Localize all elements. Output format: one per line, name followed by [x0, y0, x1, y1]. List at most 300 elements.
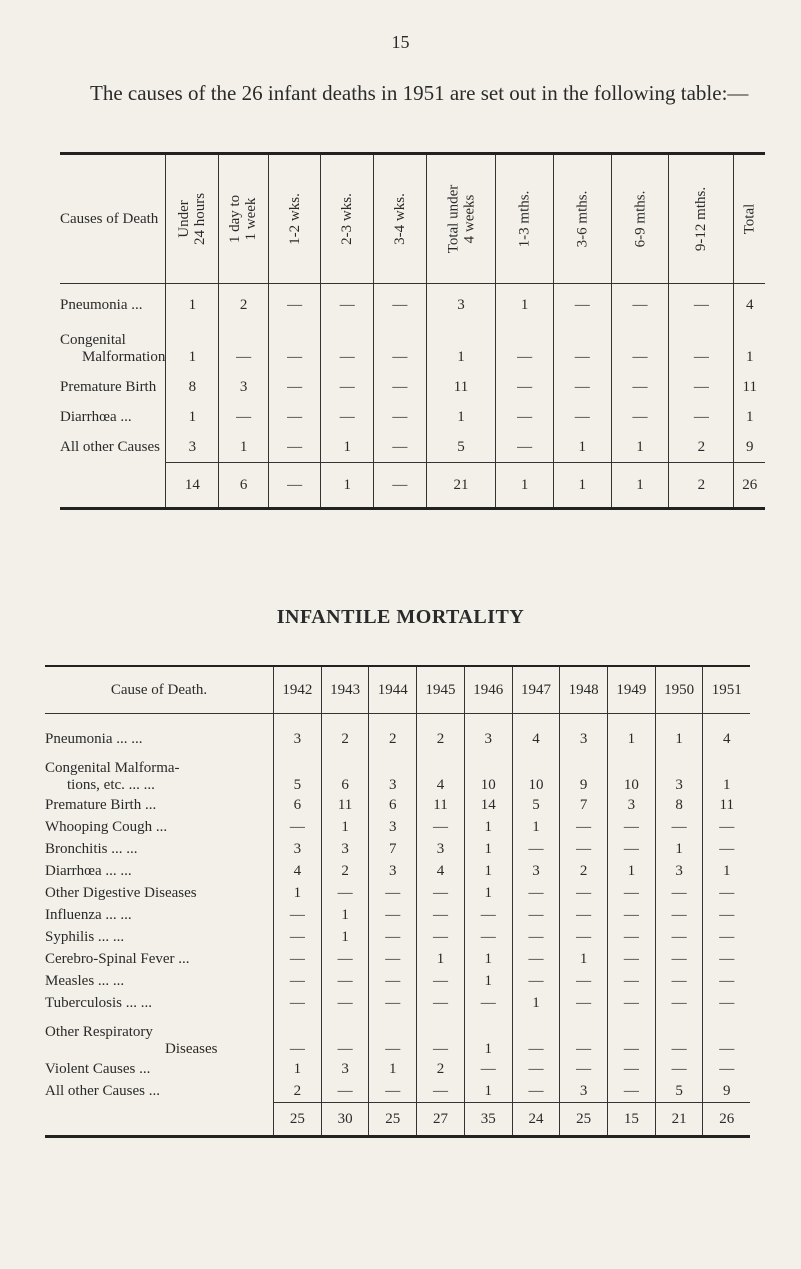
- spacer-cell: [417, 714, 465, 729]
- value-cell: —: [560, 816, 608, 838]
- value-cell: —: [608, 816, 656, 838]
- table-row: [60, 320, 765, 372]
- value-cell: —: [268, 372, 321, 402]
- value-cell: —: [703, 948, 750, 970]
- value-cell: 8: [166, 372, 219, 402]
- value-cell: 1: [464, 838, 512, 860]
- value-cell: —: [496, 402, 554, 432]
- value-cell: 3: [274, 838, 322, 860]
- value-cell: —: [369, 992, 417, 1014]
- totals-row: [45, 1103, 750, 1137]
- value-cell: —: [268, 320, 321, 372]
- value-cell: —: [560, 926, 608, 948]
- value-cell: —: [219, 402, 268, 432]
- column-header-label: Total under 4 weeks: [445, 184, 478, 253]
- column-header: [268, 154, 321, 284]
- column-header-year: 1946: [464, 666, 512, 714]
- cause-cell: Whooping Cough ...: [45, 818, 168, 835]
- cause-cell: Premature Birth ...: [45, 796, 157, 813]
- cause-cell: Syphilis ... ...: [45, 928, 125, 945]
- value-cell: —: [369, 970, 417, 992]
- value-cell: —: [512, 926, 560, 948]
- value-cell: —: [417, 970, 465, 992]
- table-row: [60, 402, 765, 432]
- column-header-label: 2-3 wks.: [339, 192, 356, 245]
- value-cell: —: [274, 948, 322, 970]
- cause-cell: Influenza ... ...: [45, 906, 132, 923]
- value-cell: —: [417, 1080, 465, 1103]
- value-cell: —: [274, 904, 322, 926]
- value-cell: 3: [512, 860, 560, 882]
- column-header-cause: Cause of Death.: [45, 666, 274, 714]
- value-cell: 11: [703, 794, 750, 816]
- table-row: [45, 860, 750, 882]
- value-cell: —: [655, 970, 703, 992]
- value-cell: 6: [369, 794, 417, 816]
- value-cell: —: [321, 948, 369, 970]
- value-cell: —: [512, 948, 560, 970]
- column-header-label: 6-9 mths.: [631, 190, 648, 247]
- spacer-row: [45, 714, 750, 729]
- value-cell: —: [274, 926, 322, 948]
- value-cell: 1: [219, 432, 268, 463]
- table-row: [45, 926, 750, 948]
- spacer-cell: [321, 714, 369, 729]
- cause-cell: [45, 750, 274, 794]
- value-cell: —: [219, 320, 268, 372]
- value-cell: —: [321, 970, 369, 992]
- column-header: [374, 154, 427, 284]
- column-header-year: 1945: [417, 666, 465, 714]
- value-cell: —: [369, 882, 417, 904]
- value-cell: 3: [560, 728, 608, 750]
- value-cell: —: [417, 926, 465, 948]
- value-cell: 1: [464, 1080, 512, 1103]
- value-cell: —: [464, 1058, 512, 1080]
- value-cell: —: [608, 948, 656, 970]
- value-cell: —: [655, 1014, 703, 1058]
- value-cell: 3: [464, 728, 512, 750]
- total-cell: 1: [321, 463, 374, 509]
- table-row: [45, 1080, 750, 1103]
- value-cell: —: [417, 882, 465, 904]
- value-cell: 1: [369, 1058, 417, 1080]
- totals-label-cell: [45, 1103, 274, 1137]
- value-cell: 8: [655, 794, 703, 816]
- value-cell: —: [464, 992, 512, 1014]
- value-cell: 3: [369, 816, 417, 838]
- value-cell: 1: [464, 816, 512, 838]
- column-header: [669, 154, 734, 284]
- table-row: [45, 794, 750, 816]
- column-header-label: 1 day to 1 week: [227, 194, 260, 243]
- cause-cell: Measles ... ...: [45, 972, 125, 989]
- value-cell: 10: [464, 750, 512, 794]
- value-cell: —: [417, 1014, 465, 1058]
- value-cell: 1: [464, 882, 512, 904]
- value-cell: 3: [655, 860, 703, 882]
- total-cell: 25: [274, 1103, 322, 1137]
- total-cell: 26: [734, 463, 765, 509]
- value-cell: —: [703, 970, 750, 992]
- value-cell: 10: [608, 750, 656, 794]
- value-cell: 1: [608, 860, 656, 882]
- table-row: [60, 372, 765, 402]
- table-row: [45, 904, 750, 926]
- value-cell: 2: [219, 284, 268, 321]
- cause-cell: Pneumonia ...: [60, 296, 143, 313]
- value-cell: 1: [560, 948, 608, 970]
- cause-cell: Diarrhœa ...: [60, 408, 132, 425]
- value-cell: —: [703, 1014, 750, 1058]
- column-header: [611, 154, 669, 284]
- total-cell: 35: [464, 1103, 512, 1137]
- cause-line: Other Respiratory: [45, 1024, 153, 1040]
- value-cell: —: [417, 904, 465, 926]
- total-cell: 2: [669, 463, 734, 509]
- column-header: [321, 154, 374, 284]
- total-cell: 15: [608, 1103, 656, 1137]
- spacer-cell: [703, 714, 750, 729]
- value-cell: 3: [426, 284, 496, 321]
- value-cell: 4: [417, 750, 465, 794]
- value-cell: —: [417, 992, 465, 1014]
- column-header: [553, 154, 611, 284]
- value-cell: —: [417, 816, 465, 838]
- total-cell: 1: [553, 463, 611, 509]
- cause-line: Malformation: [82, 349, 166, 365]
- value-cell: —: [655, 882, 703, 904]
- value-cell: —: [560, 1014, 608, 1058]
- value-cell: 6: [321, 750, 369, 794]
- value-cell: 1: [734, 402, 765, 432]
- value-cell: —: [321, 402, 374, 432]
- value-cell: —: [374, 320, 427, 372]
- column-header-year: 1944: [369, 666, 417, 714]
- column-header-year: 1942: [274, 666, 322, 714]
- value-cell: —: [611, 284, 669, 321]
- value-cell: —: [268, 284, 321, 321]
- value-cell: —: [655, 904, 703, 926]
- column-header-year: 1949: [608, 666, 656, 714]
- value-cell: —: [374, 402, 427, 432]
- cause-cell: Premature Birth: [60, 378, 157, 395]
- value-cell: —: [512, 1058, 560, 1080]
- value-cell: —: [369, 904, 417, 926]
- value-cell: —: [321, 372, 374, 402]
- value-cell: —: [608, 1014, 656, 1058]
- value-cell: 1: [166, 320, 219, 372]
- value-cell: —: [560, 904, 608, 926]
- value-cell: —: [374, 372, 427, 402]
- value-cell: 2: [560, 860, 608, 882]
- value-cell: —: [608, 838, 656, 860]
- value-cell: —: [560, 838, 608, 860]
- column-header: [734, 154, 765, 284]
- table-row: [45, 882, 750, 904]
- total-cell: —: [268, 463, 321, 509]
- value-cell: 9: [703, 1080, 750, 1103]
- value-cell: 4: [274, 860, 322, 882]
- value-cell: 2: [669, 432, 734, 463]
- infantile-mortality-title: INFANTILE MORTALITY: [276, 606, 525, 628]
- value-cell: —: [321, 284, 374, 321]
- value-cell: —: [512, 904, 560, 926]
- value-cell: —: [703, 904, 750, 926]
- value-cell: —: [553, 402, 611, 432]
- value-cell: 1: [553, 432, 611, 463]
- infant-deaths-by-age-table: [60, 152, 765, 510]
- table-row: [60, 432, 765, 463]
- value-cell: 11: [417, 794, 465, 816]
- value-cell: —: [321, 1080, 369, 1103]
- intro-paragraph: The causes of the 26 infant deaths in 1951 are set out in the following table:—: [90, 81, 749, 105]
- totals-row: [60, 463, 765, 509]
- cause-cell: [45, 1014, 274, 1058]
- spacer-cell: [608, 714, 656, 729]
- value-cell: —: [464, 926, 512, 948]
- value-cell: 1: [512, 816, 560, 838]
- column-header-causes: Causes of Death: [60, 154, 166, 284]
- value-cell: 1: [608, 728, 656, 750]
- value-cell: —: [703, 992, 750, 1014]
- total-cell: 1: [611, 463, 669, 509]
- column-header: [426, 154, 496, 284]
- total-cell: —: [374, 463, 427, 509]
- value-cell: —: [268, 402, 321, 432]
- value-cell: 1: [321, 432, 374, 463]
- spacer-cell: [45, 714, 274, 729]
- value-cell: —: [560, 992, 608, 1014]
- column-header: [219, 154, 268, 284]
- cause-cell: Diarrhœa ... ...: [45, 862, 132, 879]
- cause-cell: Cerebro-Spinal Fever ...: [45, 950, 190, 967]
- value-cell: —: [274, 1014, 322, 1058]
- value-cell: —: [608, 992, 656, 1014]
- value-cell: 2: [321, 860, 369, 882]
- value-cell: —: [669, 320, 734, 372]
- column-header: [496, 154, 554, 284]
- value-cell: 5: [426, 432, 496, 463]
- column-header-label: Under 24 hours: [176, 192, 209, 245]
- value-cell: 2: [274, 1080, 322, 1103]
- value-cell: —: [512, 1080, 560, 1103]
- value-cell: 4: [734, 284, 765, 321]
- column-header-label: 3-4 wks.: [391, 192, 408, 245]
- value-cell: —: [274, 992, 322, 1014]
- value-cell: 2: [369, 728, 417, 750]
- value-cell: 4: [512, 728, 560, 750]
- value-cell: —: [703, 1058, 750, 1080]
- table-row: [45, 992, 750, 1014]
- column-header-year: 1948: [560, 666, 608, 714]
- value-cell: —: [369, 1080, 417, 1103]
- value-cell: 11: [734, 372, 765, 402]
- cause-line: Congenital: [60, 332, 126, 348]
- value-cell: 1: [274, 1058, 322, 1080]
- value-cell: —: [703, 816, 750, 838]
- value-cell: —: [611, 320, 669, 372]
- total-cell: 25: [560, 1103, 608, 1137]
- value-cell: —: [669, 372, 734, 402]
- spacer-cell: [464, 714, 512, 729]
- value-cell: 3: [369, 750, 417, 794]
- value-cell: —: [560, 970, 608, 992]
- value-cell: —: [496, 372, 554, 402]
- value-cell: —: [369, 926, 417, 948]
- value-cell: 11: [426, 372, 496, 402]
- value-cell: 2: [417, 1058, 465, 1080]
- value-cell: 14: [464, 794, 512, 816]
- table-row: [60, 284, 765, 321]
- total-cell: 6: [219, 463, 268, 509]
- value-cell: —: [512, 1014, 560, 1058]
- value-cell: —: [608, 1080, 656, 1103]
- value-cell: —: [374, 284, 427, 321]
- value-cell: 1: [655, 728, 703, 750]
- table-row: [45, 750, 750, 794]
- cause-cell: All other Causes ...: [45, 1082, 160, 1099]
- total-cell: 25: [369, 1103, 417, 1137]
- column-header-label: 1-2 wks.: [286, 192, 303, 245]
- column-header-year: 1951: [703, 666, 750, 714]
- value-cell: 1: [734, 320, 765, 372]
- value-cell: —: [560, 882, 608, 904]
- value-cell: —: [703, 882, 750, 904]
- value-cell: 1: [417, 948, 465, 970]
- value-cell: 1: [611, 432, 669, 463]
- value-cell: —: [512, 882, 560, 904]
- value-cell: 11: [321, 794, 369, 816]
- value-cell: —: [553, 320, 611, 372]
- value-cell: 4: [417, 860, 465, 882]
- value-cell: —: [374, 432, 427, 463]
- value-cell: —: [321, 882, 369, 904]
- spacer-cell: [274, 714, 322, 729]
- total-cell: 14: [166, 463, 219, 509]
- value-cell: —: [669, 284, 734, 321]
- value-cell: 5: [512, 794, 560, 816]
- value-cell: 1: [166, 284, 219, 321]
- value-cell: —: [608, 882, 656, 904]
- value-cell: —: [655, 948, 703, 970]
- value-cell: 7: [560, 794, 608, 816]
- total-cell: 1: [496, 463, 554, 509]
- value-cell: —: [611, 372, 669, 402]
- value-cell: —: [369, 1014, 417, 1058]
- value-cell: —: [268, 432, 321, 463]
- value-cell: 1: [274, 882, 322, 904]
- column-header-year: 1943: [321, 666, 369, 714]
- totals-label-cell: [60, 463, 166, 509]
- total-cell: 30: [321, 1103, 369, 1137]
- value-cell: —: [608, 904, 656, 926]
- value-cell: —: [512, 838, 560, 860]
- spacer-cell: [655, 714, 703, 729]
- value-cell: —: [369, 948, 417, 970]
- value-cell: 5: [655, 1080, 703, 1103]
- value-cell: 3: [219, 372, 268, 402]
- cause-line: Congenital Malforma-: [45, 760, 180, 776]
- total-cell: 21: [655, 1103, 703, 1137]
- value-cell: —: [321, 1014, 369, 1058]
- value-cell: —: [669, 402, 734, 432]
- value-cell: —: [496, 432, 554, 463]
- total-cell: 27: [417, 1103, 465, 1137]
- total-cell: 24: [512, 1103, 560, 1137]
- column-header-year: 1947: [512, 666, 560, 714]
- cause-cell: [60, 320, 166, 372]
- table-row: [45, 970, 750, 992]
- value-cell: 2: [417, 728, 465, 750]
- value-cell: 4: [703, 728, 750, 750]
- value-cell: —: [274, 970, 322, 992]
- table-row: [45, 1058, 750, 1080]
- infantile-mortality-table: [45, 665, 750, 1138]
- value-cell: —: [703, 838, 750, 860]
- cause-cell: Tuberculosis ... ...: [45, 994, 152, 1011]
- column-header-label: 3-6 mths.: [574, 190, 591, 247]
- cause-cell: All other Causes: [60, 438, 160, 455]
- column-header-label: 9-12 mths.: [693, 186, 710, 251]
- value-cell: 3: [655, 750, 703, 794]
- total-cell: 26: [703, 1103, 750, 1137]
- spacer-cell: [369, 714, 417, 729]
- value-cell: 1: [496, 284, 554, 321]
- value-cell: 10: [512, 750, 560, 794]
- value-cell: 1: [464, 948, 512, 970]
- value-cell: —: [655, 926, 703, 948]
- value-cell: —: [608, 926, 656, 948]
- value-cell: —: [553, 284, 611, 321]
- value-cell: 3: [608, 794, 656, 816]
- value-cell: —: [496, 320, 554, 372]
- value-cell: —: [553, 372, 611, 402]
- value-cell: 1: [321, 816, 369, 838]
- value-cell: —: [655, 1058, 703, 1080]
- value-cell: 3: [321, 838, 369, 860]
- value-cell: 3: [166, 432, 219, 463]
- value-cell: —: [611, 402, 669, 432]
- value-cell: 9: [560, 750, 608, 794]
- cause-cell: Violent Causes ...: [45, 1060, 151, 1077]
- table-row: [45, 728, 750, 750]
- total-cell: 21: [426, 463, 496, 509]
- value-cell: 1: [166, 402, 219, 432]
- table-row: [45, 816, 750, 838]
- value-cell: 1: [464, 1014, 512, 1058]
- value-cell: 3: [417, 838, 465, 860]
- column-header-year: 1950: [655, 666, 703, 714]
- value-cell: 1: [512, 992, 560, 1014]
- value-cell: 2: [321, 728, 369, 750]
- value-cell: 1: [703, 750, 750, 794]
- value-cell: —: [608, 1058, 656, 1080]
- value-cell: 7: [369, 838, 417, 860]
- cause-cell: Pneumonia ... ...: [45, 730, 143, 747]
- value-cell: 1: [321, 904, 369, 926]
- value-cell: —: [512, 970, 560, 992]
- value-cell: 3: [321, 1058, 369, 1080]
- value-cell: —: [655, 992, 703, 1014]
- value-cell: 1: [655, 838, 703, 860]
- cause-cell: Bronchitis ... ...: [45, 840, 138, 857]
- value-cell: 9: [734, 432, 765, 463]
- value-cell: 3: [369, 860, 417, 882]
- table-row: [45, 948, 750, 970]
- value-cell: —: [274, 816, 322, 838]
- column-header: [166, 154, 219, 284]
